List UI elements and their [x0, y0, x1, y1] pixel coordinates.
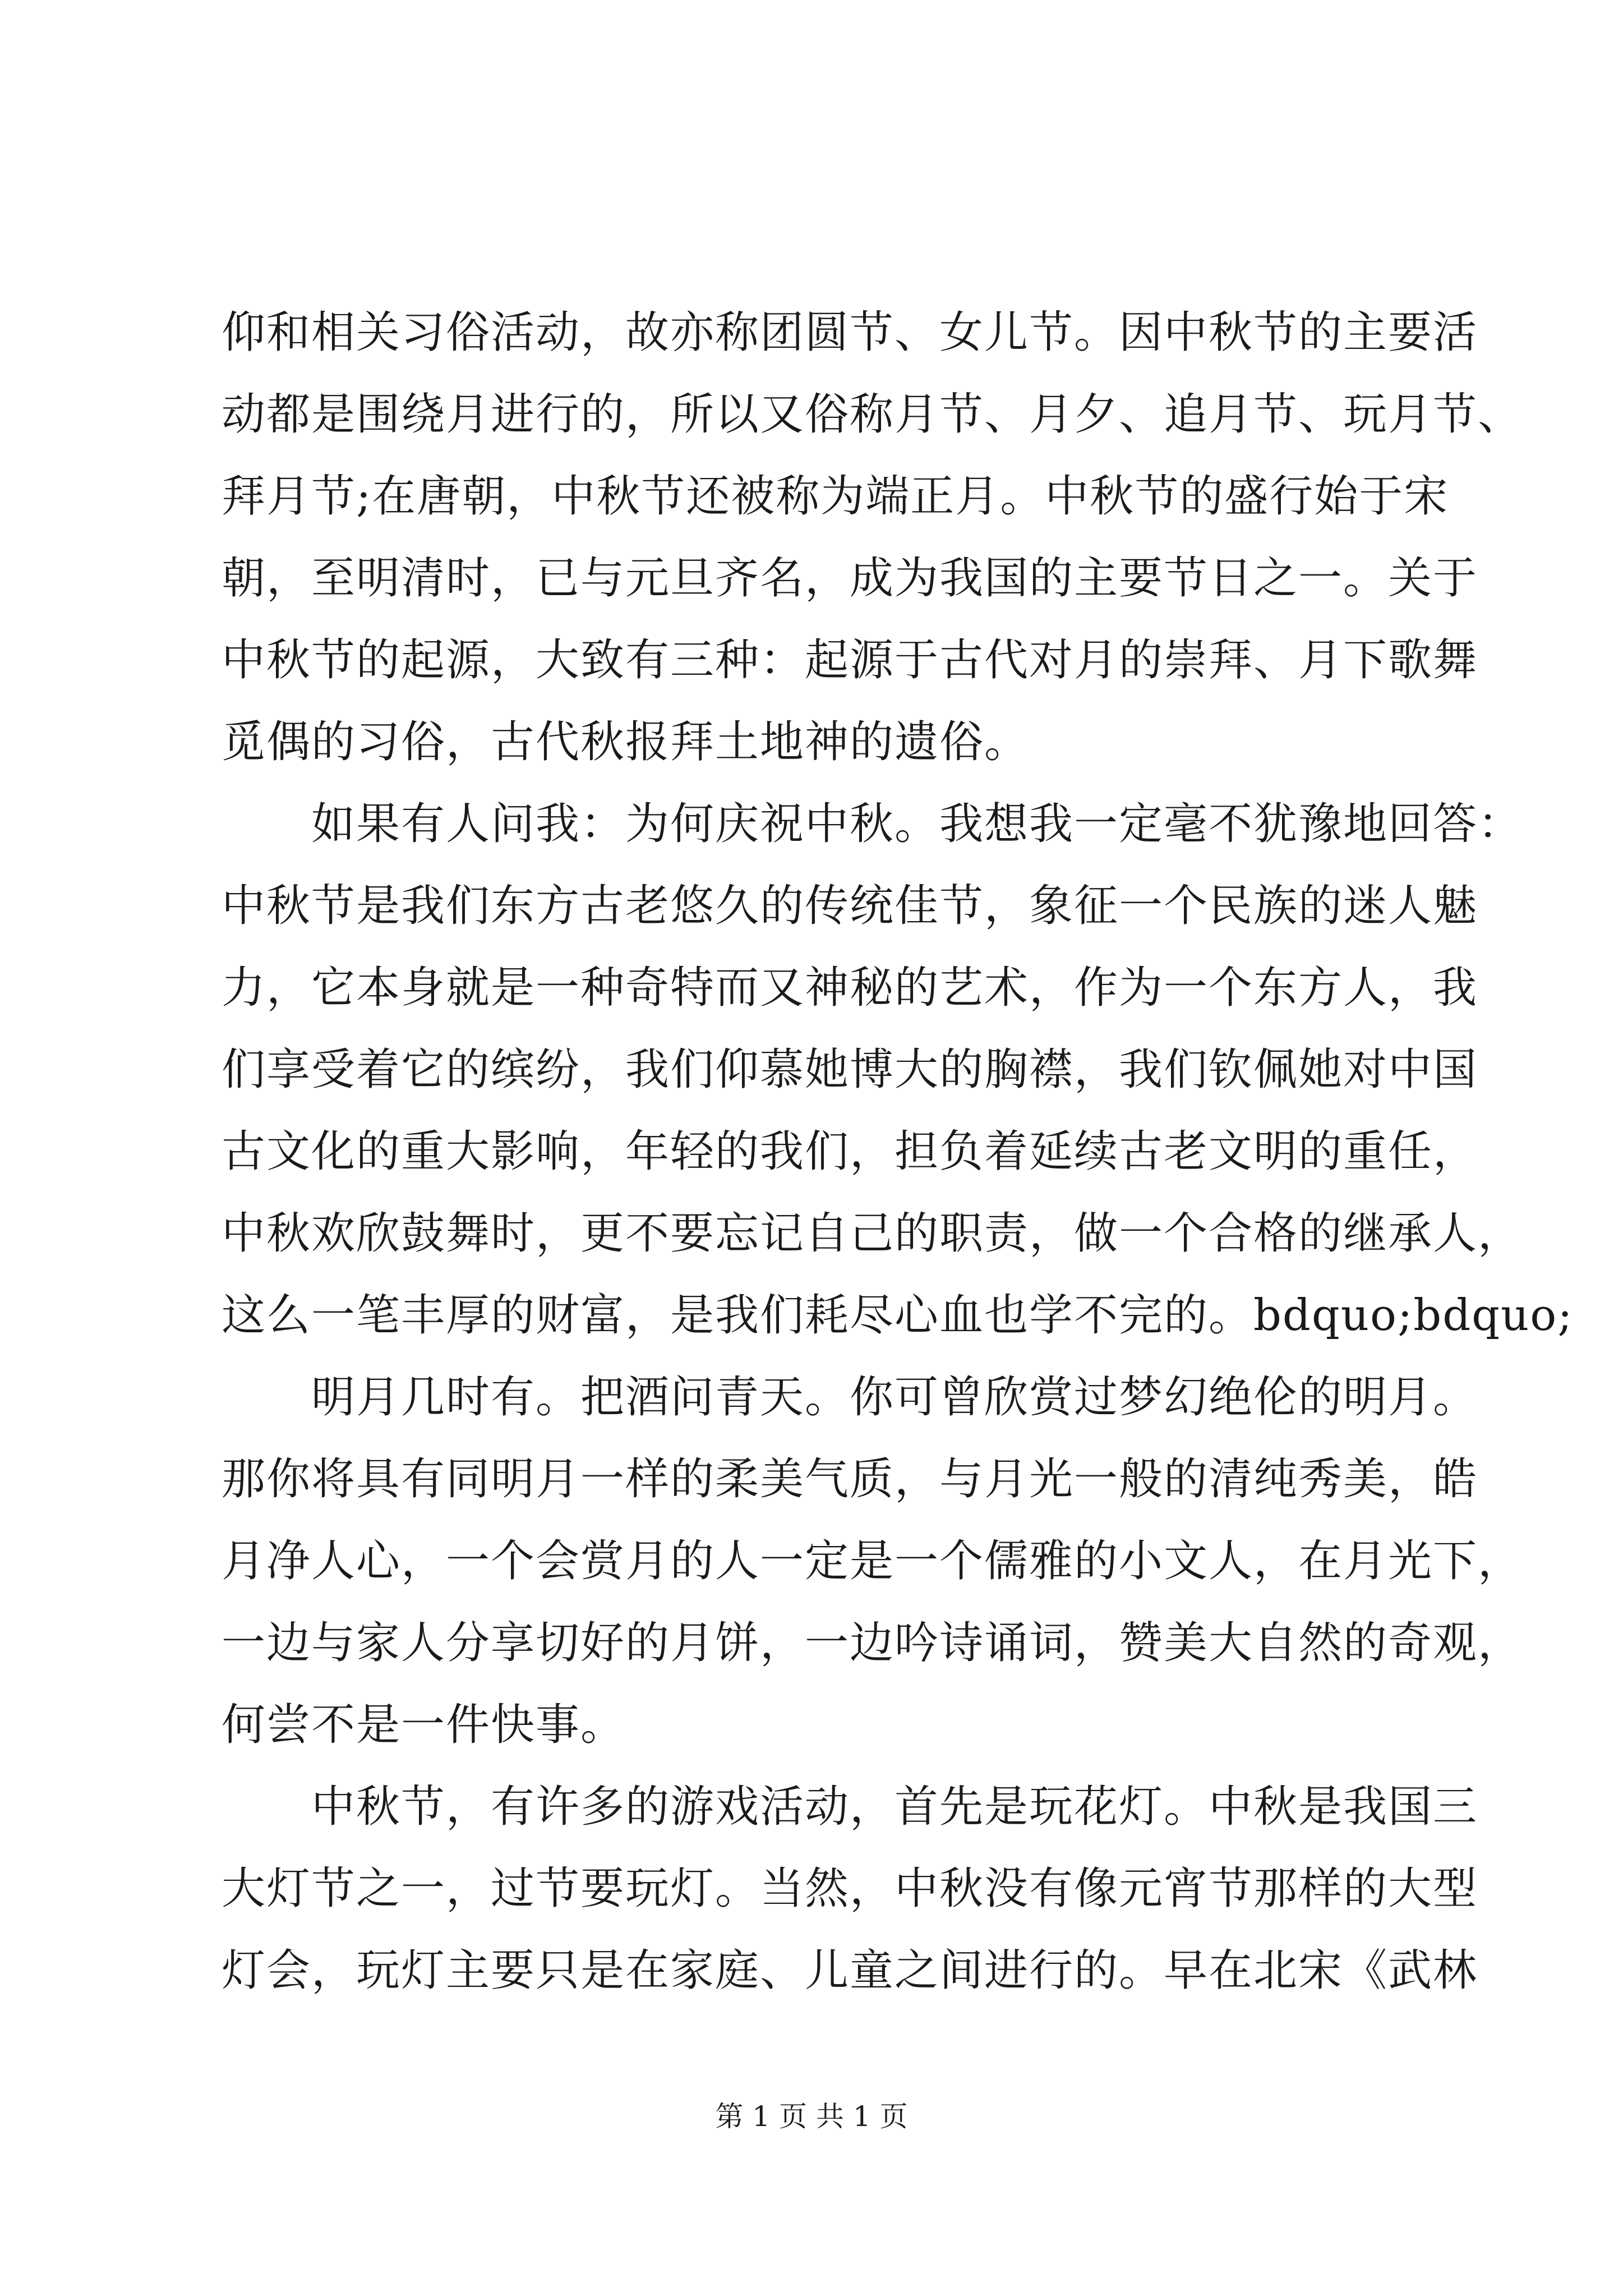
- paragraph: [222, 1356, 1523, 1766]
- text-line: 中秋节是我们东方古老悠久的传统佳节，象征一个民族的迷人魅: [222, 881, 1478, 931]
- text-line: 明月几时有。把酒问青天。你可曾欣赏过梦幻绝伦的明月。: [311, 1372, 1478, 1423]
- text-line: 觅偶的习俗，古代秋报拜土地神的遗俗。: [222, 717, 1030, 767]
- text-line: 力，它本身就是一种奇特而又神秘的艺术，作为一个东方人，我: [222, 963, 1478, 1013]
- paragraph: [222, 783, 1574, 1356]
- page-number-label: 第 1 页 共 1 页: [715, 2100, 908, 2133]
- text-line: 仰和相关习俗活动，故亦称团圆节、女儿节。因中秋节的主要活: [222, 307, 1478, 358]
- text-line: 动都是围绕月进行的，所以又俗称月节、月夕、追月节、玩月节、: [222, 389, 1523, 440]
- text-line: 何尝不是一件快事。: [222, 1700, 626, 1750]
- text-line: 灯会，玩灯主要只是在家庭、儿童之间进行的。早在北宋《武林: [222, 1945, 1478, 1996]
- text-line: 大灯节之一，过节要玩灯。当然，中秋没有像元宵节那样的大型: [222, 1864, 1478, 1914]
- text-line: 中秋节的起源，大致有三种：起源于古代对月的崇拜、月下歌舞: [222, 635, 1478, 685]
- text-line: 一边与家人分享切好的月饼，一边吟诗诵词，赞美大自然的奇观，: [222, 1618, 1523, 1668]
- page-footer: [0, 2097, 1623, 2136]
- document-body: [222, 292, 1574, 2012]
- text-line: 们享受着它的缤纷，我们仰慕她博大的胸襟，我们钦佩她对中国: [222, 1045, 1478, 1095]
- text-line: 古文化的重大影响，年轻的我们，担负着延续古老文明的重任，: [222, 1126, 1478, 1177]
- text-line: 如果有人问我：为何庆祝中秋。我想我一定毫不犹豫地回答：: [311, 799, 1523, 849]
- paragraph: [222, 292, 1523, 783]
- text-line: 朝，至明清时，已与元旦齐名，成为我国的主要节日之一。关于: [222, 553, 1478, 604]
- text-line: 中秋欢欣鼓舞时，更不要忘记自己的职责，做一个合格的继承人，: [222, 1208, 1523, 1259]
- paragraph: [222, 1766, 1478, 2012]
- text-line: 月净人心，一个会赏月的人一定是一个儒雅的小文人，在月光下，: [222, 1536, 1523, 1586]
- text-line: 这么一笔丰厚的财富，是我们耗尽心血也学不完的。bdquo;bdquo;: [222, 1290, 1574, 1341]
- text-line: 中秋节，有许多的游戏活动，首先是玩花灯。中秋是我国三: [311, 1782, 1478, 1832]
- text-line: 拜月节;在唐朝，中秋节还被称为端正月。中秋节的盛行始于宋: [222, 471, 1449, 522]
- text-line: 那你将具有同明月一样的柔美气质，与月光一般的清纯秀美，皓: [222, 1454, 1478, 1504]
